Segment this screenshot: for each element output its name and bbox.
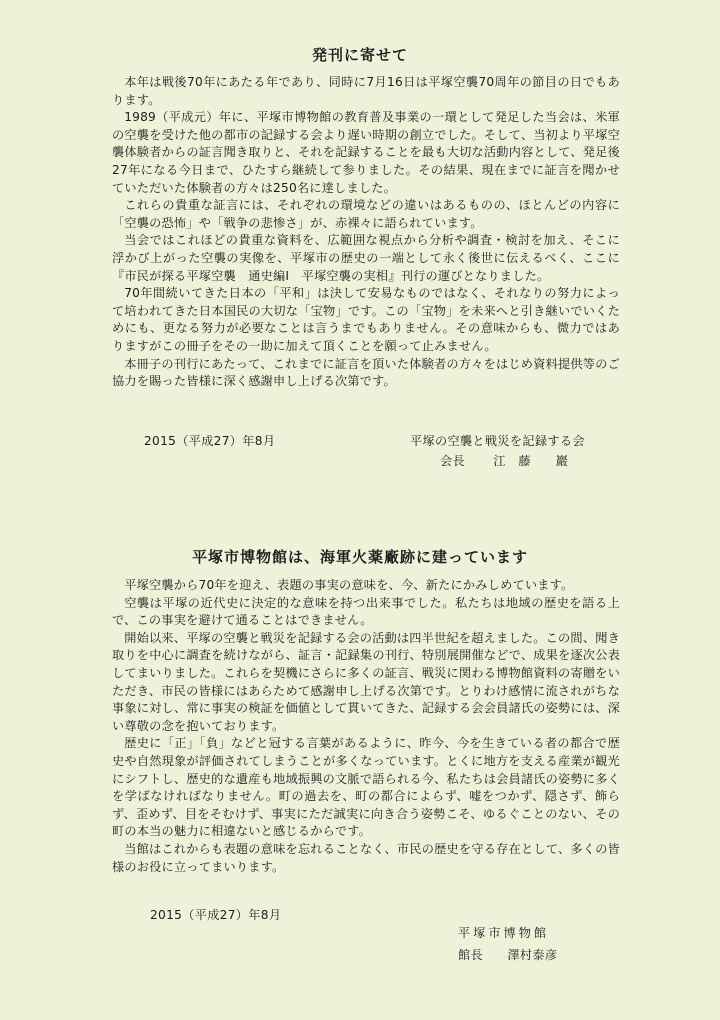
section1-paragraph: 当会ではこれほどの貴重な資料を、広範囲な視点から分析や調査・検討を加え、そこに浮かび上がった空襲の実像を、平塚市の歴史の一端として永く後世に伝えるべく、ここに『市民が探る平塚空襲 通史編Ⅰ 平塚空襲の実相』刊行の運びとなりました。 [112, 233, 620, 283]
section2-paragraph: 当館はこれからも表題の意味を忘れることなく、市民の歴史を守る存在として、多くの皆様のお役に立ってまいります。 [112, 841, 620, 874]
section1-paragraph: 本冊子の刊行にあたって、これまでに証言を頂いた体験者の方々をはじめ資料提供等のご協力を賜った皆様に深く感謝申し上げる次第です。 [112, 356, 620, 389]
section2-title: 平塚市博物館は、海軍火薬廠跡に建っています [191, 548, 528, 566]
section1-body [112, 74, 620, 391]
section2-paragraph: 平塚空襲から70年を迎え、表題の事実の意味を、今、新たにかみしめています。 [124, 578, 574, 592]
section2-role: 館長 [458, 948, 483, 962]
section1-paragraph: 1989（平成元）年に、平塚市博物館の教育普及事業の一環として発足した当会は、米軍の空襲を受けた他の都市の記録する会より遅い時期の創立でした。そして、当初より平塚空襲体験者からの証言聞き取りと、それを記録することを最も大切な活動内容として、発足後27年になる今日まで、ひたすら継続して参りました。その結果、現在までに証言を聞かせていただいた体験者の方々は250名に達しました。 [112, 110, 620, 195]
section1-paragraph: これらの貴重な証言には、それぞれの環境などの違いはあるものの、ほとんどの内容に「空襲の恐怖」や「戦争の悲惨さ」が、赤裸々に語られています。 [112, 198, 620, 230]
section1-role: 会長 [440, 454, 465, 468]
section1-name: 江 藤 巖 [493, 454, 569, 468]
section2-paragraph: 歴史に「正」「負」などと冠する言葉があるように、昨今、今を生きている者の都合で歴史や自然現象が評価されてしまうことが多くなっています。とくに地方を支える産業が観光にシフトし、歴史的な遺産も地域振興の文脈で語られる今、私たちは会員諸氏の姿勢に多くを学ばなければなりません。町の過去を、町の都合によらず、嘘をつかず、隠さず、飾らず、歪めず、目をそむけず、事実にただ誠実に向き合う姿勢こそ、ゆるぐことのない、その町の本当の魅力に相違ないと感じるからです。 [112, 736, 620, 839]
section1-paragraph: 70年間続いてきた日本の「平和」は決して安易なものではなく、それなりの努力によって培われてきた日本国民の大切な「宝物」です。この「宝物」を未来へと引き継いでいくためにも、更なる努力が必要なことは言うまでもありません。その意味からも、微力ではありますがこの冊子をその一助に加えて頂くことを願って止みません。 [112, 286, 620, 353]
section1-paragraph: 本年は戦後70年にあたる年であり、同時に7月16日は平塚空襲70周年の節目の日でもあります。 [112, 75, 620, 107]
section2-paragraph: 開始以来、平塚の空襲と戦災を記録する会の活動は四半世紀を超えました。この間、聞き取りを中心に調査を続けながら、証言・記録集の刊行、特別展開催などで、成果を逐次公表してまいりました。これらを契機にさらに多くの証言、戦災に関わる博物館資料の寄贈をいただき、市民の皆様にはあらためて感謝申し上げる次第です。とりわけ感情に流されがちな事象に対し、常に事実の検証を価値として貫いてきた、記録する会会員諸氏の姿勢には、深い尊敬の念を抱いております。 [112, 630, 620, 733]
section2-name: 澤村泰彦 [507, 948, 558, 962]
section1-signature [440, 452, 568, 469]
section2-body [112, 577, 620, 876]
section2-date: 2015（平成27）年8月 [150, 908, 282, 922]
section2-organization: 平塚市博物館 [458, 926, 550, 940]
section2-paragraph: 空襲は平塚の近代史に決定的な意味を持つ出来事でした。私たちは地域の歴史を語る上で、この事実を避けて通ることはできません。 [112, 595, 620, 628]
section1-title: 発刊に寄せて [311, 46, 408, 64]
section1-date: 2015（平成27）年8月 [144, 434, 276, 448]
section1-organization: 平塚の空襲と戦災を記録する会 [410, 434, 585, 448]
section2-signature [458, 946, 557, 963]
